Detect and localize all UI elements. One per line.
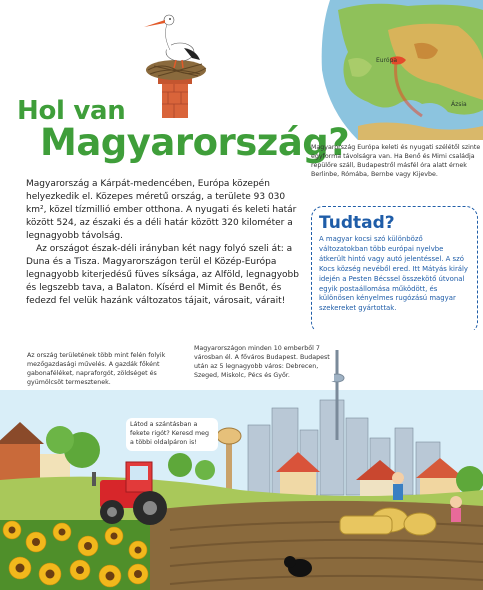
did-you-know-text: A magyar kocsi szó különböző változatokban több európai nyelvbe átkerült hintó vagy autó jelentéssel. A szó Kocs község nevéből ered. Itt Mátyás király idején a Pesten Bécssel összekötő útvonal egyik postaállomása működött, és különösen kényelmes rugózású magyar szekereket gyártottak. (319, 235, 468, 313)
europe-map (318, 0, 483, 140)
blackbird-question-bubble: Látod a szántásban a fekete rigót? Keresd meg a többi oldalpáron is! (126, 418, 218, 451)
sunflower-field (0, 520, 150, 590)
page-title-line-2: Magyarország? (40, 121, 350, 164)
cities-caption: Magyarországon minden 10 emberből 7 városban él. A főváros Budapest. Budapest után az 5 legnagyobb város: Debrecen, Szeged, Miskolc, Pécs és Győr. (194, 345, 334, 381)
stork-on-chimney-illustration (110, 0, 230, 118)
map-caption: Magyarország Európa keleti és nyugati szélétől szinte egyforma távolságra van. Ha Benő és Mimi családja repülőre száll, Budapestről másfél óra alatt érnek Berlinbe, Rómába, Bernbe vagy Kijevbe. (311, 144, 481, 178)
map-label-asia: Ázsia (451, 101, 467, 108)
page-title-line-1: Hol van (17, 96, 126, 126)
agriculture-caption: Az ország területének több mint felén folyik mezőgazdasági művelés. A gazdák főként gabonaféléket, napraforgót, zöldséget és gyümölcsöt termesztenek. (27, 352, 182, 388)
main-article-text (26, 178, 306, 308)
did-you-know-box (311, 206, 478, 334)
article-paragraph-1: Magyarország a Kárpát-medencében, Európa közepén helyezkedik el. Közepes méretű ország, a területe 93 030 km², közel tízmillió ember otthona. A nyugati és keleti határ között 524, az északi és a déli határ között 320 kilométer a legnagyobb távolság. (26, 179, 297, 241)
europe-map-graphic (318, 0, 483, 140)
map-label-europe: Európa (376, 57, 398, 64)
did-you-know-title: Tudtad? (319, 213, 395, 233)
article-paragraph-2: Az országot észak-déli irányban két nagy folyó szeli át: a Duna és a Tisza. Magyarországon terül el Közép-Európa legnagyobb kiterjedésű füves síksága, az Alföld, legnagyobb és legszebb tava, a Balaton. Kísérd el Mimit és Benőt, és fedezd fel velük hazánk változatos tájait, városait, várait! (26, 244, 299, 306)
